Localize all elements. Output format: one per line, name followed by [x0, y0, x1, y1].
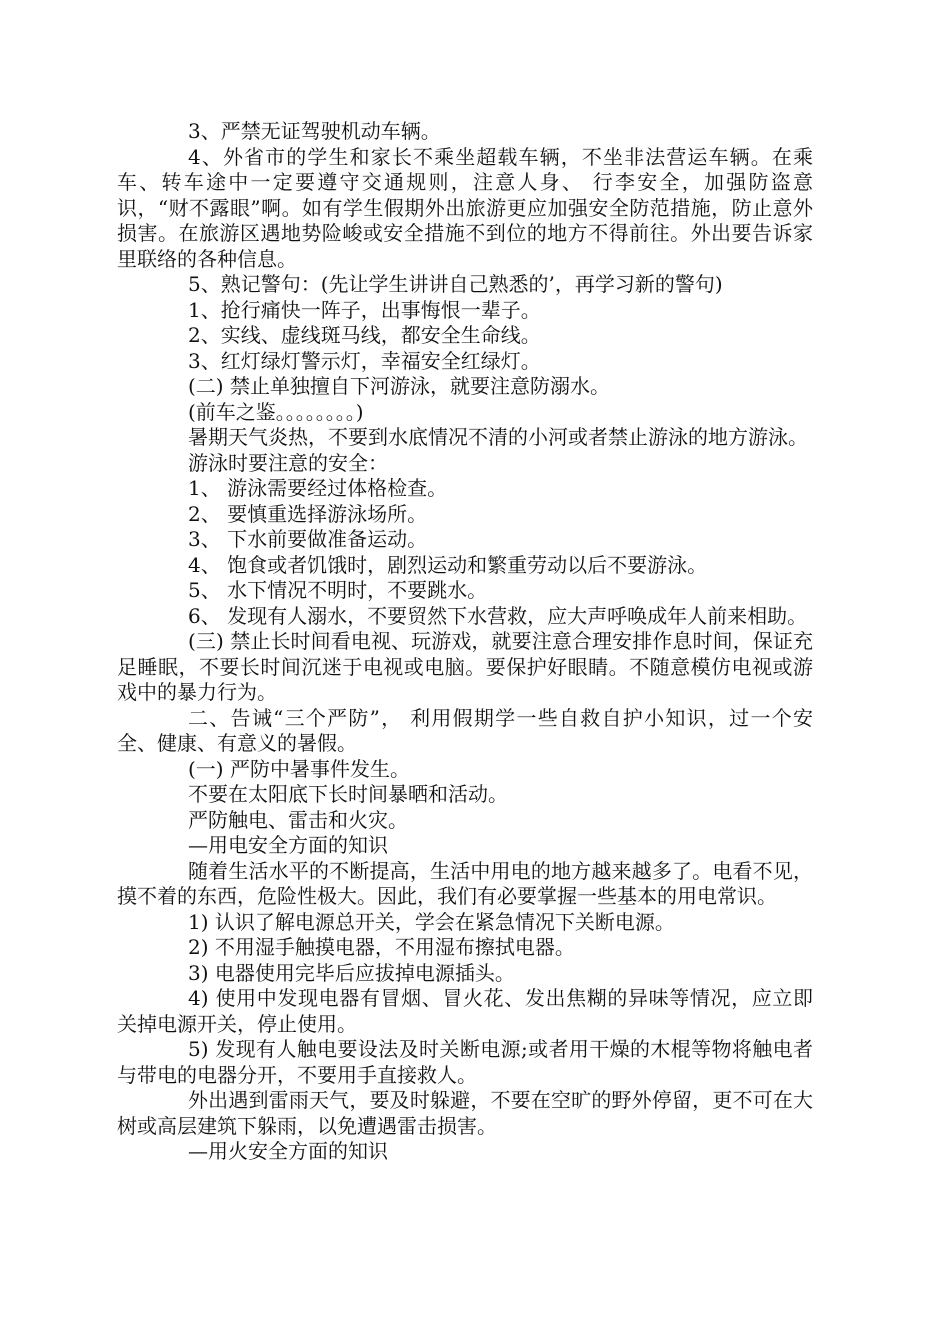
- paragraph-slogan-3: 3、红灯绿灯警示灯，幸福安全红绿灯。: [188, 348, 541, 373]
- paragraph-electric-safety-heading: —用电安全方面的知识: [188, 833, 388, 857]
- paragraph-slogan-2: 2、实线、虚线斑马线，都安全生命线。: [188, 323, 541, 347]
- paragraph-swim-6: 6、 发现有人溺水，不要贸然下水营救，应大声呼唤成年人前来相助。: [188, 603, 808, 628]
- paragraph-electric-intro: 随着生活水平的不断提高，生活中用电的地方越来越多了。电看不见，摸不着的东西，危险性极大。因此，我们有必要掌握一些基本的用电常识。: [117, 858, 813, 908]
- paragraph-electric-2: 2) 不用湿手触摸电器，不用湿布擦拭电器。: [188, 935, 575, 959]
- document-page: [117, 119, 813, 1165]
- paragraph-swim-safety-intro: 游泳时要注意的安全：: [188, 450, 388, 475]
- paragraph-electric-3: 3) 电器使用完毕后应拔掉电源插头。: [188, 960, 515, 985]
- paragraph-three-precautions: 二、告诫“三个严防”， 利用假期学一些自救自护小知识，过一个安全、健康、有意义的暑假。: [117, 705, 813, 755]
- paragraph-section-tv-games: (三) 禁止长时间看电视、玩游戏，就要注意合理安排作息时间，保证充足睡眠，不要长时间沉迷于电视或电脑。要保护好眼睛。不随意模仿电视或游戏中的暴力行为。: [117, 629, 813, 704]
- paragraph-swim-3: 3、 下水前要做准备运动。: [188, 527, 428, 551]
- paragraph-thunderstorm: 外出遇到雷雨天气，要及时躲避，不要在空旷的野外停留，更不可在大树或高层建筑下躲雨，以免遭遇雷击损害。: [117, 1088, 813, 1138]
- paragraph-electric-5: 5) 发现有人触电要设法及时关断电源;或者用干燥的木棍等物将触电者与带电的电器分开，不要用手直接救人。: [117, 1037, 813, 1087]
- paragraph-electric-4: 4) 使用中发现电器有冒烟、冒火花、发出焦糊的异味等情况，应立即关掉电源开关，停止使用。: [117, 986, 813, 1036]
- paragraph-fire-safety-heading: —用火安全方面的知识: [188, 1139, 388, 1163]
- paragraph-slogans-intro: 5、熟记警句：(先让学生讲讲自己熟悉的’，再学习新的警句): [188, 272, 723, 296]
- paragraph-traffic-4: 4、外省市的学生和家长不乘坐超载车辆，不坐非法营运车辆。在乘车、转车途中一定要遵守交通规则，注意人身、 行李安全，加强防盗意识，“财不露眼”啊。如有学生假期外出旅游更应加强安全防范措施，防止意外损害。在旅游区遇地势险峻或安全措施不到位的地方不得前往。外出要告诉家里联络的各种信息。: [117, 144, 813, 271]
- paragraph-electric-1: 1) 认识了解电源总开关，学会在紧急情况下关断电源。: [188, 909, 675, 934]
- paragraph-electric-lightning-fire: 严防触电、雷击和火灾。: [188, 807, 408, 832]
- paragraph-summer-heat: 暑期天气炎热，不要到水底情况不清的小河或者禁止游泳的地方游泳。: [188, 425, 808, 449]
- paragraph-sun-exposure: 不要在太阳底下长时间暴晒和活动。: [188, 782, 508, 806]
- paragraph-heatstroke: (一) 严防中暑事件发生。: [188, 756, 410, 781]
- paragraph-traffic-3: 3、严禁无证驾驶机动车辆。: [188, 119, 441, 143]
- paragraph-swim-1: 1、 游泳需要经过体格检查。: [188, 476, 448, 500]
- paragraph-lessons: (前车之鉴。。。。。。。。): [188, 399, 364, 424]
- paragraph-swim-5: 5、 水下情况不明时，不要跳水。: [188, 578, 488, 602]
- paragraph-slogan-1: 1、抢行痛快一阵子，出事悔恨一辈子。: [188, 297, 541, 322]
- paragraph-section-swimming: (二) 禁止单独擅自下河游泳，就要注意防溺水。: [188, 374, 610, 398]
- paragraph-swim-4: 4、 饱食或者饥饿时，剧烈运动和繁重劳动以后不要游泳。: [188, 552, 708, 577]
- paragraph-swim-2: 2、 要慎重选择游泳场所。: [188, 501, 428, 526]
